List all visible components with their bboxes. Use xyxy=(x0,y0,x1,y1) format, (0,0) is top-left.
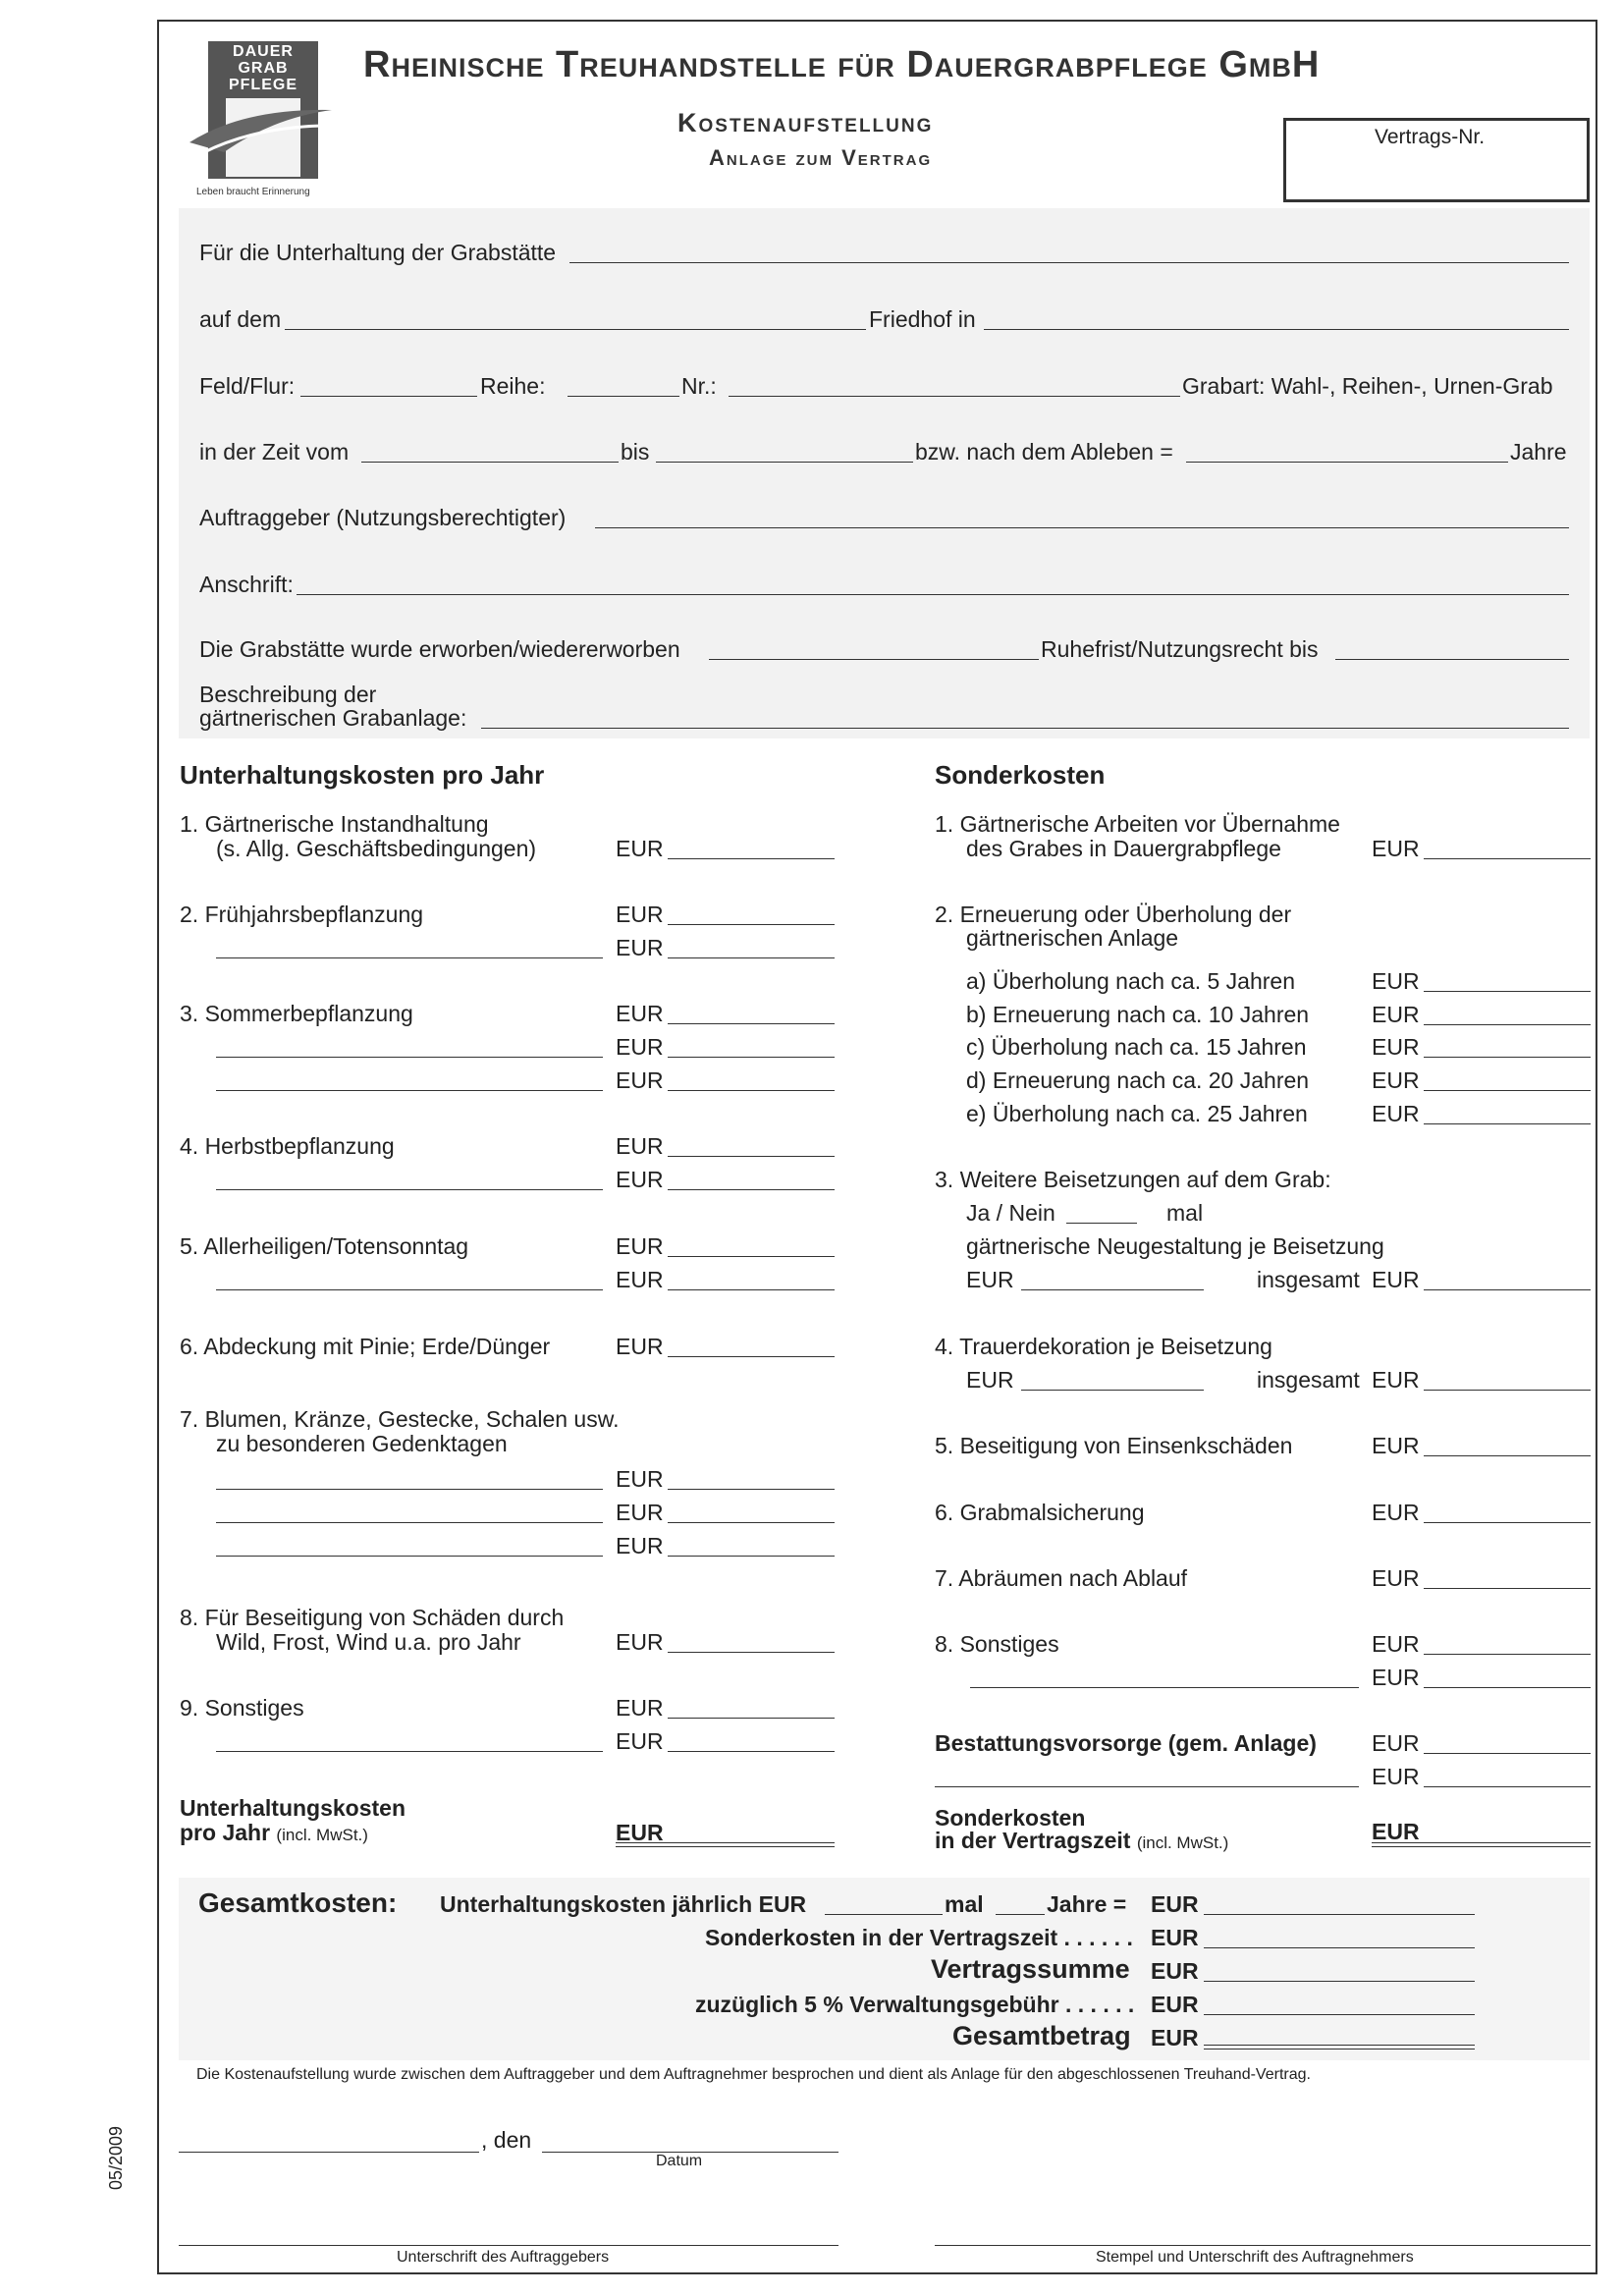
summary-field-3[interactable] xyxy=(1204,1980,1475,1982)
eur-field-s3-je[interactable] xyxy=(1021,1288,1204,1290)
logo-line-2: GRAB xyxy=(238,60,289,77)
left-total-field[interactable] xyxy=(616,1842,835,1847)
grabstaette-label: Für die Unterhaltung der Grabstätte xyxy=(199,240,557,265)
right-total-field[interactable] xyxy=(1372,1842,1591,1847)
eur-field-4a[interactable] xyxy=(668,1155,835,1157)
left-extra-line[interactable] xyxy=(216,1089,603,1091)
insgesamt-label: insgesamt xyxy=(1257,1267,1360,1292)
eur-field-2a[interactable] xyxy=(668,923,835,925)
document-subtitle: Anlage zum Vertrag xyxy=(709,145,933,170)
eur-field-7b[interactable] xyxy=(668,1521,835,1523)
right-item-7: 7. Abräumen nach Ablauf xyxy=(935,1565,1188,1591)
jahre-label: Jahre xyxy=(1510,439,1567,465)
footer-note: Die Kostenaufstellung wurde zwischen dem Auftraggeber und dem Auftragnehmer besprochen und dient als Anlage für den abgeschlossenen Treuhand-Vertrag. xyxy=(196,2066,1311,2083)
insgesamt-label: insgesamt xyxy=(1257,1367,1360,1393)
ort-field[interactable] xyxy=(179,2151,479,2153)
eur-field-s8b[interactable] xyxy=(1424,1686,1591,1688)
right-item-1a: 1. Gärtnerische Arbeiten vor Übernahme xyxy=(935,811,1340,837)
grabart-label: Grabart: Wahl-, Reihen-, Urnen-Grab xyxy=(1182,373,1553,399)
left-item-9: 9. Sonstiges xyxy=(180,1695,304,1721)
right-item-8: 8. Sonstiges xyxy=(935,1631,1059,1657)
erworben-label: Die Grabstätte wurde erworben/wiedererworben xyxy=(199,636,680,662)
feld-label: Feld/Flur: xyxy=(199,373,296,399)
years-count-field[interactable] xyxy=(996,1913,1045,1915)
right-item-2-d: d) Erneuerung nach ca. 20 Jahren xyxy=(966,1067,1310,1093)
eur-field-s4-total[interactable] xyxy=(1424,1389,1591,1391)
summary-line2: Sonderkosten in der Vertragszeit . . . . . . xyxy=(705,1925,1133,1950)
left-item-1a: 1. Gärtnerische Instandhaltung xyxy=(180,811,489,837)
eur-field-s1[interactable] xyxy=(1424,857,1591,859)
right-item-3b-post: mal xyxy=(1166,1200,1204,1226)
left-item-6: 6. Abdeckung mit Pinie; Erde/Dünger xyxy=(180,1334,551,1359)
eur-field-s8a[interactable] xyxy=(1424,1653,1591,1655)
eur-label: EUR xyxy=(1372,1367,1420,1393)
eur-field-7a[interactable] xyxy=(668,1488,835,1490)
auftraggeber-label: Auftraggeber (Nutzungsberechtigter) xyxy=(199,505,567,530)
eur-label: EUR xyxy=(966,1367,1014,1393)
eur-label: EUR xyxy=(1151,1992,1199,2017)
left-heading: Unterhaltungskosten pro Jahr xyxy=(180,760,545,790)
left-item-2: 2. Frühjahrsbepflanzung xyxy=(180,902,424,927)
beschreibung-label-2: gärtnerischen Grabanlage: xyxy=(199,705,467,731)
eur-field-s6[interactable] xyxy=(1424,1521,1591,1523)
friedhof-field[interactable] xyxy=(984,328,1569,330)
eur-label: EUR xyxy=(1372,1631,1420,1657)
eur-label: EUR xyxy=(1372,1565,1420,1591)
right-extra-line[interactable] xyxy=(935,1785,1359,1787)
right-total-eur-label: EUR xyxy=(1372,1819,1420,1844)
eur-field-s7[interactable] xyxy=(1424,1587,1591,1589)
right-item-2-b: b) Erneuerung nach ca. 10 Jahren xyxy=(966,1002,1310,1027)
bis-field[interactable] xyxy=(656,461,913,463)
left-total-eur-label: EUR xyxy=(616,1820,664,1845)
signature-auftraggeber-label: Unterschrift des Auftraggebers xyxy=(397,2249,610,2266)
company-name: Rheinische Treuhandstelle für Dauergrabpflege GmbH xyxy=(363,44,1321,85)
eur-label: EUR xyxy=(1372,1002,1420,1027)
right-item-4: 4. Trauerdekoration je Beisetzung xyxy=(935,1334,1272,1359)
auf-dem-label: auf dem xyxy=(199,306,282,332)
logo-text xyxy=(208,43,318,93)
summary-label: Gesamtkosten: xyxy=(198,1887,398,1918)
auftraggeber-field[interactable] xyxy=(595,526,1569,528)
eur-label: EUR xyxy=(1372,1034,1420,1060)
left-item-3: 3. Sommerbepflanzung xyxy=(180,1001,413,1026)
summary-line4: zuzüglich 5 % Verwaltungsgebühr . . . . . . xyxy=(695,1992,1135,2017)
eur-label: EUR xyxy=(1372,1101,1420,1126)
left-item-1b: (s. Allg. Geschäftsbedingungen) xyxy=(216,836,537,861)
eur-field-s2d[interactable] xyxy=(1424,1089,1591,1091)
right-total-label-2 xyxy=(935,1828,1228,1854)
eur-field-7c[interactable] xyxy=(668,1555,835,1557)
left-extra-line[interactable] xyxy=(216,1555,603,1557)
right-item-2-e: e) Überholung nach ca. 25 Jahren xyxy=(966,1101,1308,1126)
left-item-8a: 8. Für Beseitigung von Schäden durch xyxy=(180,1605,565,1630)
eur-field-s2c[interactable] xyxy=(1424,1056,1591,1058)
left-item-8b: Wild, Frost, Wind u.a. pro Jahr xyxy=(216,1629,521,1655)
ableben-label: bzw. nach dem Ableben = xyxy=(915,439,1173,465)
eur-field-s3-total[interactable] xyxy=(1424,1288,1591,1290)
form-version: 05/2009 xyxy=(106,2125,126,2190)
left-extra-line[interactable] xyxy=(216,1288,603,1290)
eur-field-4b[interactable] xyxy=(668,1188,835,1190)
eur-label: EUR xyxy=(1372,1267,1420,1292)
eur-field-1[interactable] xyxy=(668,857,835,859)
left-extra-line[interactable] xyxy=(216,1188,603,1190)
eur-field-s4-je[interactable] xyxy=(1021,1389,1204,1391)
eur-field-3b[interactable] xyxy=(668,1056,835,1058)
right-item-5: 5. Beseitigung von Einsenkschäden xyxy=(935,1433,1293,1458)
left-extra-line[interactable] xyxy=(216,1056,603,1058)
eur-field-3a[interactable] xyxy=(668,1022,835,1024)
eur-field-s2a[interactable] xyxy=(1424,990,1591,992)
eur-label: EUR xyxy=(616,836,664,861)
nr-label: Nr.: xyxy=(681,373,717,399)
right-item-2a: 2. Erneuerung oder Überholung der xyxy=(935,902,1292,927)
eur-field-s2e[interactable] xyxy=(1424,1122,1591,1124)
summary-line5: Gesamtbetrag xyxy=(952,2021,1131,2050)
bestattung-label: Bestattungsvorsorge (gem. Anlage) xyxy=(935,1730,1317,1756)
beisetzungen-count-field[interactable] xyxy=(1066,1222,1137,1224)
eur-label: EUR xyxy=(616,1233,664,1259)
right-item-3a: 3. Weitere Beisetzungen auf dem Grab: xyxy=(935,1167,1331,1192)
signature-auftraggeber-line[interactable] xyxy=(179,2244,839,2246)
eur-field-s2b[interactable] xyxy=(1424,1023,1591,1025)
left-item-4: 4. Herbstbepflanzung xyxy=(180,1133,395,1159)
right-item-6: 6. Grabmalsicherung xyxy=(935,1500,1145,1525)
reihe-field[interactable] xyxy=(568,395,679,397)
summary-field-5[interactable] xyxy=(1204,2045,1475,2050)
left-total-label-1: Unterhaltungskosten xyxy=(180,1795,406,1821)
grabstaette-field[interactable] xyxy=(569,261,1569,263)
reihe-label: Reihe: xyxy=(480,373,546,399)
eur-label: EUR xyxy=(1372,1067,1420,1093)
left-total-label-2-text: pro Jahr xyxy=(180,1820,271,1845)
eur-field-9a[interactable] xyxy=(668,1717,835,1719)
eur-label: EUR xyxy=(616,1067,664,1093)
auf-dem-field[interactable] xyxy=(285,328,866,330)
eur-label: EUR xyxy=(616,1629,664,1655)
nr-field[interactable] xyxy=(729,395,1180,397)
right-item-2b: gärtnerischen Anlage xyxy=(966,925,1179,951)
eur-label: EUR xyxy=(966,1267,1014,1292)
right-item-2-a: a) Überholung nach ca. 5 Jahren xyxy=(966,968,1295,994)
eur-label: EUR xyxy=(616,1533,664,1558)
logo-line-1: DAUER xyxy=(233,43,294,60)
right-heading: Sonderkosten xyxy=(935,760,1106,790)
right-item-3b-pre: Ja / Nein xyxy=(966,1200,1055,1226)
eur-label: EUR xyxy=(1372,1500,1420,1525)
eur-field-3c[interactable] xyxy=(668,1089,835,1091)
anschrift-label: Anschrift: xyxy=(199,572,294,597)
eur-label: EUR xyxy=(616,1167,664,1192)
right-item-3c: gärtnerische Neugestaltung je Beisetzung xyxy=(966,1233,1384,1259)
document-title: Kostenaufstellung xyxy=(677,108,934,137)
logo-swoosh-icon xyxy=(185,98,342,167)
left-total-label-2 xyxy=(180,1820,368,1846)
eur-field-s5[interactable] xyxy=(1424,1454,1591,1456)
eur-label: EUR xyxy=(616,1695,664,1721)
datum-label: Datum xyxy=(656,2153,703,2169)
eur-field-bestattung-b[interactable] xyxy=(1424,1785,1591,1787)
erworben-field[interactable] xyxy=(709,658,1039,660)
friedhof-label: Friedhof in xyxy=(869,306,976,332)
anschrift-field[interactable] xyxy=(297,593,1569,595)
ruhefrist-label: Ruhefrist/Nutzungsrecht bis xyxy=(1041,636,1319,662)
annual-amount-field[interactable] xyxy=(825,1913,943,1915)
summary-line1-jahre: Jahre = xyxy=(1047,1891,1127,1917)
bis-label: bis xyxy=(621,439,650,465)
eur-label: EUR xyxy=(1151,1958,1199,1984)
eur-label: EUR xyxy=(616,935,664,960)
left-total-note: (incl. MwSt.) xyxy=(276,1826,368,1844)
zeit-vom-label: in der Zeit vom xyxy=(199,439,350,465)
right-extra-line[interactable] xyxy=(970,1686,1359,1688)
signature-auftragnehmer-line[interactable] xyxy=(935,2244,1591,2246)
eur-field-9b[interactable] xyxy=(668,1750,835,1752)
summary-field-1[interactable] xyxy=(1204,1913,1475,1915)
left-extra-line[interactable] xyxy=(216,1488,603,1490)
eur-field-5b[interactable] xyxy=(668,1288,835,1290)
eur-label: EUR xyxy=(616,1133,664,1159)
eur-label: EUR xyxy=(1151,2025,1199,2050)
left-extra-line[interactable] xyxy=(216,1521,603,1523)
eur-label: EUR xyxy=(1372,1665,1420,1690)
left-item-5: 5. Allerheiligen/Totensonntag xyxy=(180,1233,469,1259)
summary-field-4[interactable] xyxy=(1204,2013,1475,2015)
beschreibung-label-1: Beschreibung der xyxy=(199,682,377,707)
eur-field-2b[interactable] xyxy=(668,957,835,958)
logo-tagline: Leben braucht Erinnerung xyxy=(196,187,310,197)
right-item-1b: des Grabes in Dauergrabpflege xyxy=(966,836,1281,861)
eur-label: EUR xyxy=(1151,1891,1199,1917)
left-extra-line[interactable] xyxy=(216,1750,603,1752)
den-label: , den xyxy=(481,2127,532,2153)
eur-label: EUR xyxy=(616,1267,664,1292)
eur-label: EUR xyxy=(616,1034,664,1060)
eur-label: EUR xyxy=(1372,1433,1420,1458)
signature-auftragnehmer-label: Stempel und Unterschrift des Auftragnehmers xyxy=(1096,2249,1414,2266)
eur-label: EUR xyxy=(616,1728,664,1754)
summary-field-2[interactable] xyxy=(1204,1946,1475,1948)
eur-field-bestattung-a[interactable] xyxy=(1424,1752,1591,1754)
ruhefrist-field[interactable] xyxy=(1335,658,1569,660)
summary-line1-pre: Unterhaltungskosten jährlich EUR xyxy=(440,1891,807,1917)
zeit-vom-field[interactable] xyxy=(361,461,619,463)
eur-label: EUR xyxy=(616,1500,664,1525)
eur-label: EUR xyxy=(1372,1730,1420,1756)
summary-line1-mal: mal xyxy=(945,1891,984,1917)
left-item-7b: zu besonderen Gedenktagen xyxy=(216,1431,508,1456)
right-total-note: (incl. MwSt.) xyxy=(1136,1833,1229,1852)
left-item-7a: 7. Blumen, Kränze, Gestecke, Schalen usw. xyxy=(180,1406,620,1432)
right-total-label-1: Sonderkosten xyxy=(935,1805,1086,1831)
eur-field-8[interactable] xyxy=(668,1651,835,1653)
summary-line3: Vertragssumme xyxy=(931,1954,1130,1984)
beschreibung-field[interactable] xyxy=(481,727,1569,729)
eur-label: EUR xyxy=(1372,836,1420,861)
feld-field[interactable] xyxy=(300,395,477,397)
eur-field-6[interactable] xyxy=(668,1355,835,1357)
eur-label: EUR xyxy=(1151,1925,1199,1950)
logo-line-3: PFLEGE xyxy=(228,77,298,93)
jahre-field[interactable] xyxy=(1186,461,1508,463)
eur-label: EUR xyxy=(616,1466,664,1492)
eur-label: EUR xyxy=(1372,968,1420,994)
eur-label: EUR xyxy=(616,902,664,927)
eur-label: EUR xyxy=(616,1334,664,1359)
eur-field-5a[interactable] xyxy=(668,1255,835,1257)
right-total-label-2-text: in der Vertragszeit xyxy=(935,1828,1131,1853)
eur-label: EUR xyxy=(616,1001,664,1026)
vertrags-nr-label: Vertrags-Nr. xyxy=(1375,126,1486,148)
left-extra-line[interactable] xyxy=(216,957,603,958)
eur-label: EUR xyxy=(1372,1764,1420,1789)
right-item-2-c: c) Überholung nach ca. 15 Jahren xyxy=(966,1034,1307,1060)
